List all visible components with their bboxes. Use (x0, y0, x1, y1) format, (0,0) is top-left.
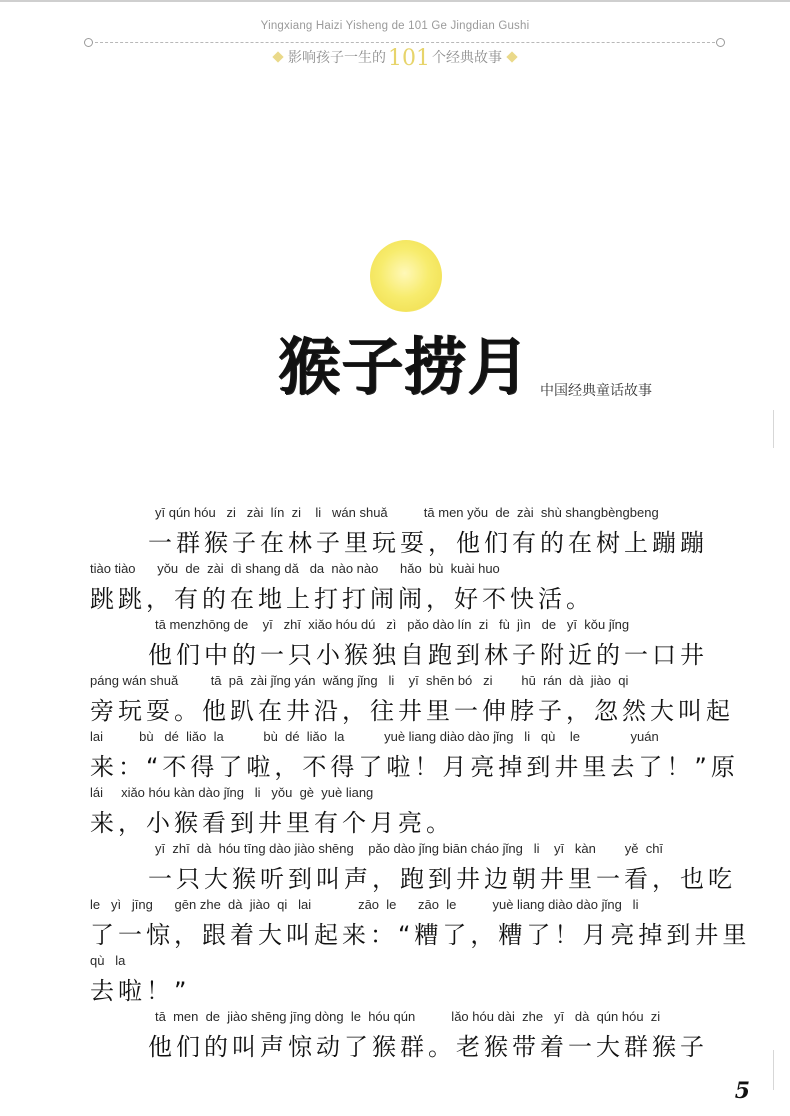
hanzi-line: 来：“不得了啦，不得了啦！月亮掉到井里去了！”原 (90, 753, 739, 781)
pinyin-line: tā men de jiào shēng jīng dòng le hóu qún lǎo hóu dài zhe yī dà qún hóu zi (155, 1009, 661, 1024)
scan-edge-mark (773, 410, 774, 448)
page-number: 5 (734, 1078, 750, 1104)
hanzi-line: 一只大猴听到叫声，跑到井边朝井里一看，也吃 (148, 865, 736, 893)
pinyin-line: qù la (90, 953, 126, 968)
diamond-ornament-icon (272, 51, 283, 62)
story-title: 猴子捞月 (278, 330, 531, 403)
hanzi-line: 来，小猴看到井里有个月亮。 (90, 809, 454, 837)
sun-illustration-icon (370, 240, 442, 312)
hanzi-line: 旁玩耍。他趴在井沿，往井里一伸脖子，忽然大叫起 (90, 697, 734, 725)
header-cn-title-after: 个经典故事 (432, 50, 502, 66)
hanzi-line: 了一惊，跟着大叫起来：“糟了，糟了！月亮掉到井里 (90, 921, 751, 949)
pinyin-line: yī zhī dà hóu tīng dào jiào shēng pǎo dào jǐng biān cháo jǐng li yī kàn yě chī (155, 841, 664, 856)
story-subtitle: 中国经典童话故事 (540, 383, 652, 399)
header-rule (90, 42, 720, 43)
header-pinyin-title: Yingxiang Haizi Yisheng de 101 Ge Jingdian Gushi (260, 20, 530, 32)
hanzi-line: 跳跳，有的在地上打打闹闹，好不快活。 (90, 585, 594, 613)
diamond-ornament-icon (506, 51, 517, 62)
pinyin-line: lai bù dé liǎo la bù dé liǎo la yuè liang diào dào jǐng li qù le yuán (90, 729, 659, 744)
scan-edge-mark (773, 1050, 774, 1090)
header-cn-title-number: 101 (388, 46, 430, 71)
pinyin-line: le yì jīng gēn zhe dà jiào qi lai zāo le zāo le yuè liang diào dào jǐng li (90, 897, 639, 912)
pinyin-line: lái xiǎo hóu kàn dào jǐng li yǒu gè yuè liang (90, 785, 374, 800)
header-cn-title-before: 影响孩子一生的 (288, 50, 386, 66)
pinyin-line: páng wán shuǎ tā pā zài jǐng yán wǎng jǐng li yī shēn bó zi hū rán dà jiào qi (90, 673, 629, 688)
hanzi-line: 一群猴子在林子里玩耍，他们有的在树上蹦蹦 (148, 529, 708, 557)
pinyin-line: yī qún hóu zi zài lín zi li wán shuǎ tā men yǒu de zài shù shangbèngbeng (155, 505, 659, 520)
pinyin-line: tiào tiào yǒu de zài dì shang dǎ da nào nào hǎo bù kuài huo (90, 561, 500, 576)
header-cn-title-wrap (0, 46, 790, 71)
pinyin-line: tā menzhōng de yī zhī xiǎo hóu dú zì pǎo dào lín zi fù jìn de yī kǒu jǐng (155, 617, 630, 632)
header-cn-title (262, 46, 528, 71)
hanzi-line: 去啦！” (90, 977, 191, 1005)
running-header (0, 0, 790, 80)
hanzi-line: 他们中的一只小猴独自跑到林子附近的一口井 (148, 641, 708, 669)
hanzi-line: 他们的叫声惊动了猴群。老猴带着一大群猴子 (148, 1033, 708, 1061)
